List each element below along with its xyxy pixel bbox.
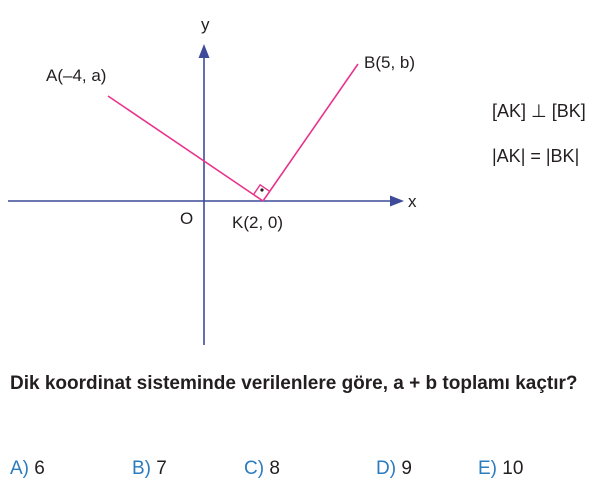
option-a[interactable] xyxy=(10,458,45,480)
right-angle-dot xyxy=(260,188,263,191)
option-c[interactable] xyxy=(244,458,280,480)
point-b-label: B(5, b) xyxy=(364,53,416,72)
option-e-value: 10 xyxy=(502,458,524,479)
segment-bk xyxy=(263,64,358,201)
option-e-letter: E) xyxy=(478,458,497,479)
option-b-value: 7 xyxy=(156,458,167,479)
point-k-label: K(2, 0) xyxy=(232,213,284,232)
option-e[interactable] xyxy=(478,458,523,480)
point-a-label: A(–4, a) xyxy=(46,66,107,85)
option-c-value: 8 xyxy=(269,458,280,479)
x-axis-arrow-icon xyxy=(390,196,404,207)
option-d-value: 9 xyxy=(401,458,412,479)
option-a-letter: A) xyxy=(10,458,29,479)
condition-equal-length: |AK| = |BK| xyxy=(492,146,580,166)
option-d-letter: D) xyxy=(376,458,397,479)
option-a-value: 6 xyxy=(34,458,45,479)
question-text: Dik koordinat sisteminde verilenlere göre, a + b toplamı kaçtır? xyxy=(10,373,578,394)
option-b[interactable] xyxy=(132,458,167,480)
option-d[interactable] xyxy=(376,458,412,480)
y-axis-label: y xyxy=(201,15,210,34)
origin-label: O xyxy=(180,209,194,228)
option-b-letter: B) xyxy=(132,458,151,479)
condition-perpendicular: [AK] ⊥ [BK] xyxy=(492,101,586,121)
option-c-letter: C) xyxy=(244,458,265,479)
segment-ak xyxy=(108,96,263,201)
x-axis-label: x xyxy=(408,192,417,211)
y-axis-arrow-icon xyxy=(199,44,210,58)
